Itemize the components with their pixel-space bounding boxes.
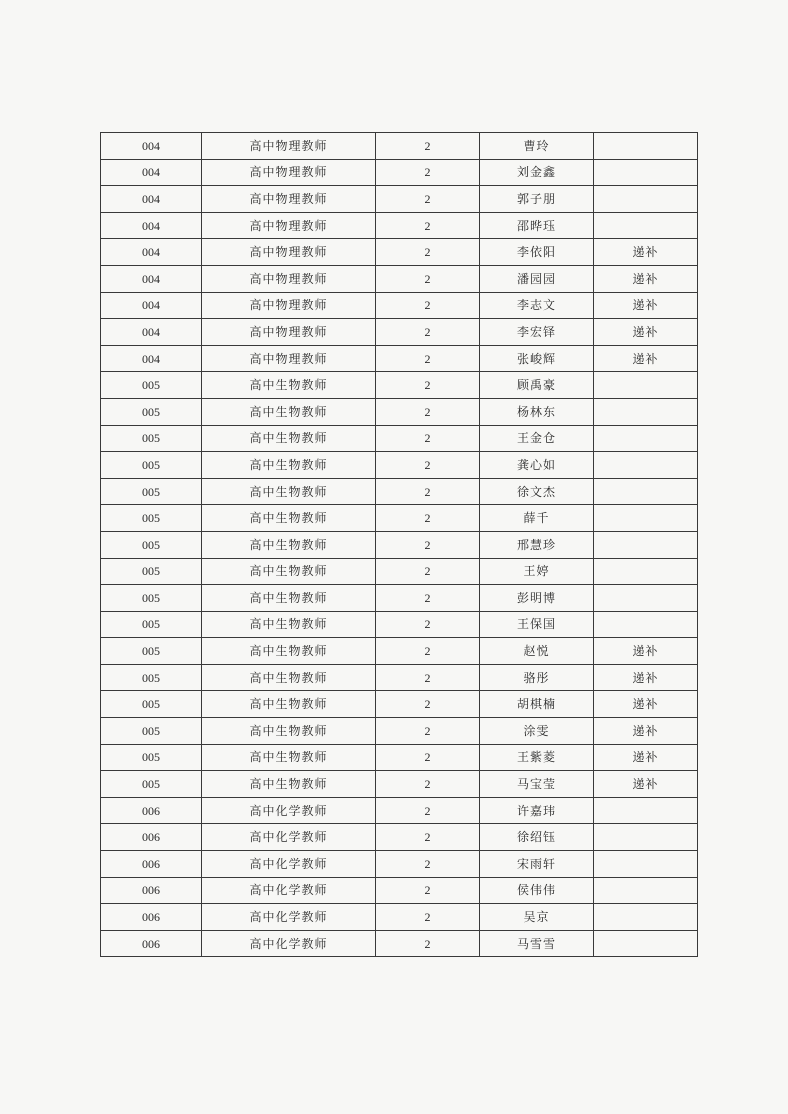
position-name-cell: 高中物理教师 [202, 239, 376, 266]
candidate-name-cell: 王婷 [480, 558, 594, 585]
table-row [101, 824, 698, 851]
remark-cell [594, 904, 698, 931]
position-name-cell: 高中化学教师 [202, 904, 376, 931]
position-name-cell: 高中物理教师 [202, 186, 376, 213]
position-name-cell: 高中化学教师 [202, 824, 376, 851]
candidate-name-cell: 骆彤 [480, 664, 594, 691]
remark-cell: 递补 [594, 345, 698, 372]
position-code-cell: 005 [101, 478, 202, 505]
position-code-cell: 006 [101, 824, 202, 851]
hiring-count-cell: 2 [376, 345, 480, 372]
remark-cell [594, 531, 698, 558]
table-row [101, 292, 698, 319]
position-code-cell: 005 [101, 718, 202, 745]
table-row [101, 930, 698, 957]
candidate-name-cell: 薛千 [480, 505, 594, 532]
hiring-count-cell: 2 [376, 851, 480, 878]
table-row [101, 212, 698, 239]
candidate-name-cell: 徐文杰 [480, 478, 594, 505]
remark-cell: 递补 [594, 239, 698, 266]
position-name-cell: 高中生物教师 [202, 425, 376, 452]
candidate-name-cell: 潘园园 [480, 265, 594, 292]
table-row [101, 239, 698, 266]
position-name-cell: 高中生物教师 [202, 638, 376, 665]
candidate-name-cell: 曹玲 [480, 133, 594, 160]
table-row [101, 664, 698, 691]
remark-cell [594, 930, 698, 957]
candidate-name-cell: 邢慧珍 [480, 531, 594, 558]
table-row [101, 585, 698, 612]
remark-cell [594, 425, 698, 452]
hiring-count-cell: 2 [376, 664, 480, 691]
remark-cell [594, 877, 698, 904]
position-name-cell: 高中物理教师 [202, 133, 376, 160]
candidate-name-cell: 李宏铎 [480, 319, 594, 346]
candidate-name-cell: 马宝莹 [480, 771, 594, 798]
position-code-cell: 004 [101, 265, 202, 292]
candidate-name-cell: 李志文 [480, 292, 594, 319]
remark-cell [594, 398, 698, 425]
candidate-table [100, 132, 698, 957]
remark-cell: 递补 [594, 664, 698, 691]
remark-cell: 递补 [594, 265, 698, 292]
position-code-cell: 005 [101, 638, 202, 665]
remark-cell [594, 452, 698, 479]
table-row [101, 611, 698, 638]
position-name-cell: 高中物理教师 [202, 345, 376, 372]
table-row [101, 345, 698, 372]
remark-cell: 递补 [594, 718, 698, 745]
candidate-name-cell: 杨林东 [480, 398, 594, 425]
table-row [101, 851, 698, 878]
hiring-count-cell: 2 [376, 452, 480, 479]
table-row [101, 558, 698, 585]
hiring-count-cell: 2 [376, 797, 480, 824]
candidate-name-cell: 赵悦 [480, 638, 594, 665]
position-name-cell: 高中化学教师 [202, 877, 376, 904]
candidate-name-cell: 宋雨轩 [480, 851, 594, 878]
candidate-name-cell: 许嘉玮 [480, 797, 594, 824]
table-row [101, 159, 698, 186]
position-code-cell: 004 [101, 292, 202, 319]
position-name-cell: 高中生物教师 [202, 585, 376, 612]
hiring-count-cell: 2 [376, 930, 480, 957]
table-row [101, 771, 698, 798]
table-row [101, 904, 698, 931]
candidate-name-cell: 王保国 [480, 611, 594, 638]
position-name-cell: 高中化学教师 [202, 851, 376, 878]
position-name-cell: 高中生物教师 [202, 718, 376, 745]
table-row [101, 186, 698, 213]
remark-cell [594, 585, 698, 612]
position-code-cell: 004 [101, 133, 202, 160]
hiring-count-cell: 2 [376, 611, 480, 638]
hiring-count-cell: 2 [376, 718, 480, 745]
candidate-name-cell: 王金仓 [480, 425, 594, 452]
hiring-count-cell: 2 [376, 585, 480, 612]
position-name-cell: 高中生物教师 [202, 478, 376, 505]
position-name-cell: 高中物理教师 [202, 265, 376, 292]
position-code-cell: 006 [101, 851, 202, 878]
candidate-name-cell: 李依阳 [480, 239, 594, 266]
position-code-cell: 006 [101, 904, 202, 931]
candidate-table-body [101, 133, 698, 957]
hiring-count-cell: 2 [376, 478, 480, 505]
position-code-cell: 005 [101, 611, 202, 638]
candidate-name-cell: 涂雯 [480, 718, 594, 745]
table-row [101, 638, 698, 665]
position-code-cell: 004 [101, 186, 202, 213]
position-code-cell: 005 [101, 558, 202, 585]
candidate-name-cell: 张峻辉 [480, 345, 594, 372]
hiring-count-cell: 2 [376, 691, 480, 718]
candidate-name-cell: 马雪雪 [480, 930, 594, 957]
remark-cell [594, 372, 698, 399]
table-row [101, 691, 698, 718]
position-code-cell: 005 [101, 664, 202, 691]
position-code-cell: 004 [101, 212, 202, 239]
hiring-count-cell: 2 [376, 531, 480, 558]
candidate-name-cell: 胡棋楠 [480, 691, 594, 718]
hiring-count-cell: 2 [376, 133, 480, 160]
hiring-count-cell: 2 [376, 265, 480, 292]
candidate-name-cell: 刘金鑫 [480, 159, 594, 186]
position-code-cell: 005 [101, 531, 202, 558]
position-name-cell: 高中生物教师 [202, 505, 376, 532]
position-name-cell: 高中物理教师 [202, 212, 376, 239]
remark-cell [594, 159, 698, 186]
position-code-cell: 005 [101, 771, 202, 798]
position-name-cell: 高中生物教师 [202, 691, 376, 718]
remark-cell [594, 851, 698, 878]
table-row [101, 319, 698, 346]
table-row [101, 372, 698, 399]
remark-cell: 递补 [594, 771, 698, 798]
hiring-count-cell: 2 [376, 292, 480, 319]
position-code-cell: 005 [101, 372, 202, 399]
remark-cell [594, 133, 698, 160]
hiring-count-cell: 2 [376, 505, 480, 532]
table-row [101, 452, 698, 479]
hiring-count-cell: 2 [376, 425, 480, 452]
position-code-cell: 006 [101, 930, 202, 957]
hiring-count-cell: 2 [376, 239, 480, 266]
table-row [101, 877, 698, 904]
remark-cell [594, 478, 698, 505]
remark-cell [594, 558, 698, 585]
remark-cell: 递补 [594, 319, 698, 346]
candidate-name-cell: 徐绍钰 [480, 824, 594, 851]
remark-cell [594, 505, 698, 532]
hiring-count-cell: 2 [376, 877, 480, 904]
table-row [101, 744, 698, 771]
position-name-cell: 高中生物教师 [202, 771, 376, 798]
table-row [101, 425, 698, 452]
remark-cell: 递补 [594, 638, 698, 665]
position-name-cell: 高中生物教师 [202, 744, 376, 771]
position-code-cell: 004 [101, 345, 202, 372]
position-code-cell: 004 [101, 159, 202, 186]
remark-cell [594, 797, 698, 824]
hiring-count-cell: 2 [376, 638, 480, 665]
remark-cell [594, 186, 698, 213]
position-code-cell: 005 [101, 744, 202, 771]
position-name-cell: 高中物理教师 [202, 159, 376, 186]
position-code-cell: 005 [101, 398, 202, 425]
candidate-name-cell: 郭子朋 [480, 186, 594, 213]
position-name-cell: 高中化学教师 [202, 930, 376, 957]
position-name-cell: 高中生物教师 [202, 398, 376, 425]
hiring-count-cell: 2 [376, 824, 480, 851]
table-row [101, 133, 698, 160]
candidate-name-cell: 王紫菱 [480, 744, 594, 771]
position-name-cell: 高中生物教师 [202, 452, 376, 479]
hiring-count-cell: 2 [376, 744, 480, 771]
position-code-cell: 006 [101, 877, 202, 904]
remark-cell: 递补 [594, 744, 698, 771]
position-name-cell: 高中生物教师 [202, 664, 376, 691]
hiring-count-cell: 2 [376, 771, 480, 798]
remark-cell [594, 611, 698, 638]
hiring-count-cell: 2 [376, 159, 480, 186]
table-row [101, 265, 698, 292]
position-code-cell: 005 [101, 505, 202, 532]
position-name-cell: 高中物理教师 [202, 292, 376, 319]
position-name-cell: 高中物理教师 [202, 319, 376, 346]
candidate-name-cell: 顾禹豪 [480, 372, 594, 399]
candidate-name-cell: 侯伟伟 [480, 877, 594, 904]
position-code-cell: 004 [101, 319, 202, 346]
table-row [101, 505, 698, 532]
position-name-cell: 高中生物教师 [202, 372, 376, 399]
position-name-cell: 高中生物教师 [202, 531, 376, 558]
remark-cell: 递补 [594, 691, 698, 718]
table-row [101, 718, 698, 745]
position-name-cell: 高中生物教师 [202, 558, 376, 585]
candidate-name-cell: 彭明博 [480, 585, 594, 612]
table-row [101, 398, 698, 425]
table-row [101, 797, 698, 824]
candidate-name-cell: 吴京 [480, 904, 594, 931]
position-code-cell: 005 [101, 452, 202, 479]
remark-cell [594, 824, 698, 851]
hiring-count-cell: 2 [376, 186, 480, 213]
position-name-cell: 高中生物教师 [202, 611, 376, 638]
candidate-name-cell: 邵晔珏 [480, 212, 594, 239]
position-code-cell: 004 [101, 239, 202, 266]
remark-cell [594, 212, 698, 239]
hiring-count-cell: 2 [376, 319, 480, 346]
remark-cell: 递补 [594, 292, 698, 319]
hiring-count-cell: 2 [376, 398, 480, 425]
position-name-cell: 高中化学教师 [202, 797, 376, 824]
position-code-cell: 006 [101, 797, 202, 824]
hiring-count-cell: 2 [376, 904, 480, 931]
position-code-cell: 005 [101, 691, 202, 718]
hiring-count-cell: 2 [376, 372, 480, 399]
position-code-cell: 005 [101, 585, 202, 612]
position-code-cell: 005 [101, 425, 202, 452]
hiring-count-cell: 2 [376, 212, 480, 239]
table-row [101, 478, 698, 505]
hiring-count-cell: 2 [376, 558, 480, 585]
candidate-name-cell: 龚心如 [480, 452, 594, 479]
table-row [101, 531, 698, 558]
